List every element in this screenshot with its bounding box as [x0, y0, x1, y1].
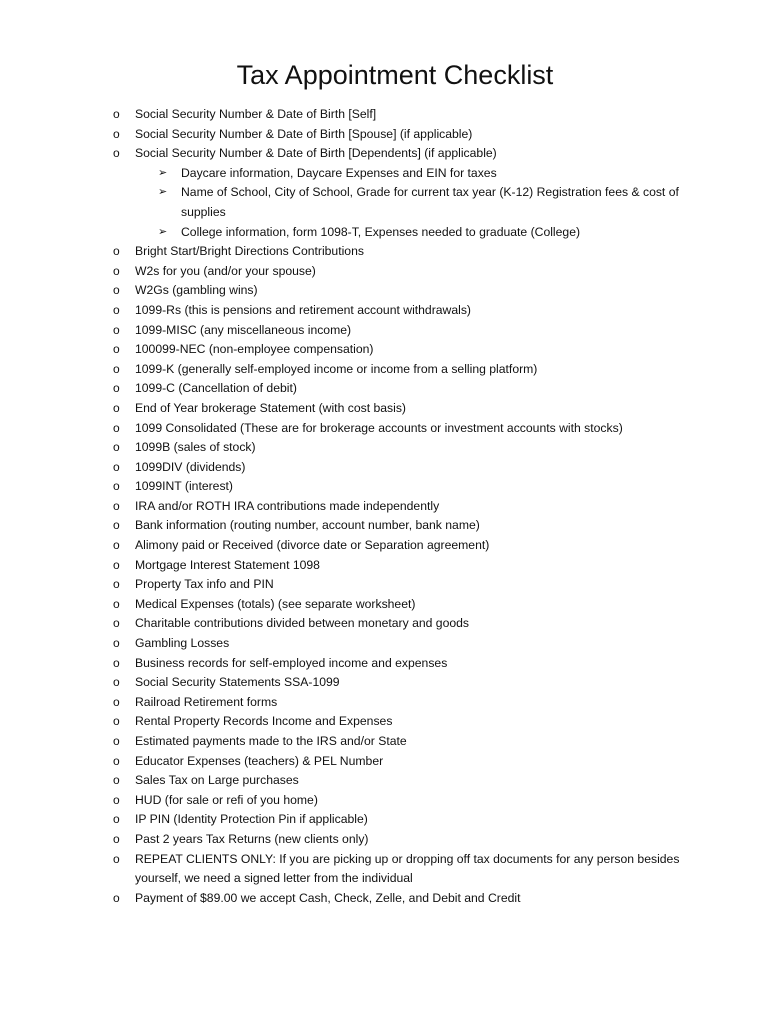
list-item-text: W2s for you (and/or your spouse) — [135, 263, 316, 278]
list-item — [113, 889, 693, 909]
list-item-text: 1099-K (generally self-employed income or income from a selling platform) — [135, 361, 538, 376]
arrow-bullet-icon: ➢ — [158, 166, 168, 179]
list-item — [113, 301, 693, 321]
circle-bullet-icon: o — [113, 322, 120, 337]
list-item-text: 1099INT (interest) — [135, 479, 233, 494]
list-item-text: Sales Tax on Large purchases — [135, 773, 299, 788]
circle-bullet-icon: o — [113, 107, 120, 121]
circle-bullet-icon: o — [113, 596, 120, 611]
list-item-text: End of Year brokerage Statement (with cost basis) — [135, 400, 406, 415]
list-item — [113, 673, 693, 693]
circle-bullet-icon: o — [113, 361, 120, 376]
list-item-text: Mortgage Interest Statement 1098 — [135, 557, 320, 572]
list-item-text: 1099-MISC (any miscellaneous income) — [135, 322, 352, 337]
circle-bullet-icon: o — [113, 753, 120, 768]
list-item — [113, 497, 693, 517]
list-item — [113, 262, 693, 282]
list-item — [113, 595, 693, 615]
circle-bullet-icon: o — [113, 557, 120, 572]
list-item — [113, 614, 693, 634]
circle-bullet-icon: o — [113, 381, 120, 396]
list-item — [113, 654, 693, 674]
sub-list-item — [113, 223, 693, 243]
list-item-text: Bright Start/Bright Directions Contributions — [135, 244, 364, 259]
circle-bullet-icon: o — [113, 831, 120, 846]
sub-list-item-text: Name of School, City of School, Grade for current tax year (K-12) Registration fees & cost of supplies — [181, 185, 679, 219]
list-item-text: Gambling Losses — [135, 636, 230, 651]
page-title: Tax Appointment Checklist — [236, 60, 554, 90]
circle-bullet-icon: o — [113, 694, 120, 709]
list-item-text: Charitable contributions divided between monetary and goods — [135, 616, 470, 631]
arrow-bullet-icon: ➢ — [158, 186, 168, 199]
list-item-text: Social Security Statements SSA-1099 — [135, 675, 340, 690]
list-item — [113, 556, 693, 576]
list-item-text: Rental Property Records Income and Expenses — [135, 714, 393, 729]
circle-bullet-icon: o — [113, 479, 120, 494]
list-item-text: Payment of $89.00 we accept Cash, Check, Zelle, and Debit and Credit — [135, 890, 521, 905]
list-item-text: Social Security Number & Date of Birth [Self] — [135, 107, 377, 121]
circle-bullet-icon: o — [113, 126, 120, 141]
list-item-text: IP PIN (Identity Protection Pin if applicable) — [135, 812, 368, 827]
sub-list-item — [113, 164, 693, 184]
circle-bullet-icon: o — [113, 812, 120, 827]
sub-list-item — [113, 183, 693, 222]
list-item — [113, 321, 693, 341]
circle-bullet-icon: o — [113, 773, 120, 788]
checklist — [113, 105, 693, 908]
list-item-text: Estimated payments made to the IRS and/or State — [135, 734, 407, 748]
list-item-text: 100099-NEC (non-employee compensation) — [135, 342, 374, 357]
list-item-text: Medical Expenses (totals) (see separate worksheet) — [135, 596, 416, 611]
circle-bullet-icon: o — [113, 538, 120, 553]
list-item — [113, 634, 693, 654]
list-item-text: W2Gs (gambling wins) — [135, 283, 258, 298]
list-item-text: Business records for self-employed income and expenses — [135, 655, 448, 670]
list-item — [113, 712, 693, 732]
list-item — [113, 458, 693, 478]
circle-bullet-icon: o — [113, 714, 120, 729]
list-item — [113, 399, 693, 419]
list-item — [113, 340, 693, 360]
list-item — [113, 105, 693, 125]
list-item-text: Social Security Number & Date of Birth [Dependents] (if applicable) — [135, 146, 497, 161]
list-item-text: Past 2 years Tax Returns (new clients only) — [135, 831, 369, 846]
list-item — [113, 477, 693, 497]
circle-bullet-icon: o — [113, 616, 120, 631]
circle-bullet-icon: o — [113, 577, 120, 592]
circle-bullet-icon: o — [113, 302, 120, 317]
list-item-text: Bank information (routing number, account number, bank name) — [135, 518, 480, 533]
list-item-text: IRA and/or ROTH IRA contributions made independently — [135, 498, 440, 513]
circle-bullet-icon: o — [113, 342, 120, 357]
list-item-text: 1099B (sales of stock) — [135, 440, 256, 455]
circle-bullet-icon: o — [113, 244, 120, 259]
list-item-text: 1099-Rs (this is pensions and retirement account withdrawals) — [135, 302, 471, 317]
circle-bullet-icon: o — [113, 792, 120, 807]
list-item — [113, 379, 693, 399]
circle-bullet-icon: o — [113, 459, 120, 474]
list-item-text: REPEAT CLIENTS ONLY: If you are picking up or dropping off tax documents for any person besides yourself, we need a signed letter from the individual — [135, 851, 680, 886]
circle-bullet-icon: o — [113, 146, 120, 161]
list-item — [113, 575, 693, 595]
list-item-text: Educator Expenses (teachers) & PEL Number — [135, 753, 384, 768]
list-item-text: Social Security Number & Date of Birth [Spouse] (if applicable) — [135, 126, 473, 141]
list-item — [113, 419, 693, 439]
circle-bullet-icon: o — [113, 851, 120, 866]
circle-bullet-icon: o — [113, 440, 120, 455]
list-item — [113, 693, 693, 713]
list-item-text: 1099-C (Cancellation of debit) — [135, 381, 297, 396]
list-item — [113, 144, 693, 164]
circle-bullet-icon: o — [113, 734, 120, 748]
circle-bullet-icon: o — [113, 518, 120, 533]
sub-list-item-text: Daycare information, Daycare Expenses and EIN for taxes — [181, 165, 497, 180]
circle-bullet-icon: o — [113, 675, 120, 690]
list-item — [113, 536, 693, 556]
list-item — [113, 791, 693, 811]
circle-bullet-icon: o — [113, 655, 120, 670]
list-item — [113, 771, 693, 791]
list-item — [113, 281, 693, 301]
circle-bullet-icon: o — [113, 283, 120, 298]
list-item — [113, 242, 693, 262]
list-item — [113, 830, 693, 850]
list-item — [113, 125, 693, 145]
list-item — [113, 732, 693, 752]
list-item — [113, 752, 693, 772]
list-item-text: Railroad Retirement forms — [135, 694, 278, 709]
list-item-text: 1099DIV (dividends) — [135, 459, 246, 474]
list-item — [113, 516, 693, 536]
circle-bullet-icon: o — [113, 263, 120, 278]
list-item-text: 1099 Consolidated (These are for brokerage accounts or investment accounts with stocks) — [135, 420, 623, 435]
list-item — [113, 810, 693, 830]
list-item-text: HUD (for sale or refi of you home) — [135, 792, 318, 807]
circle-bullet-icon: o — [113, 890, 120, 905]
list-item — [113, 438, 693, 458]
sub-list-item-text: College information, form 1098-T, Expenses needed to graduate (College) — [181, 224, 581, 239]
arrow-bullet-icon: ➢ — [158, 225, 168, 238]
circle-bullet-icon: o — [113, 636, 120, 651]
circle-bullet-icon: o — [113, 498, 120, 513]
list-item — [113, 360, 693, 380]
circle-bullet-icon: o — [113, 420, 120, 435]
list-item — [113, 850, 693, 889]
list-item-text: Alimony paid or Received (divorce date or Separation agreement) — [135, 538, 490, 553]
list-item-text: Property Tax info and PIN — [135, 577, 274, 592]
circle-bullet-icon: o — [113, 400, 120, 415]
